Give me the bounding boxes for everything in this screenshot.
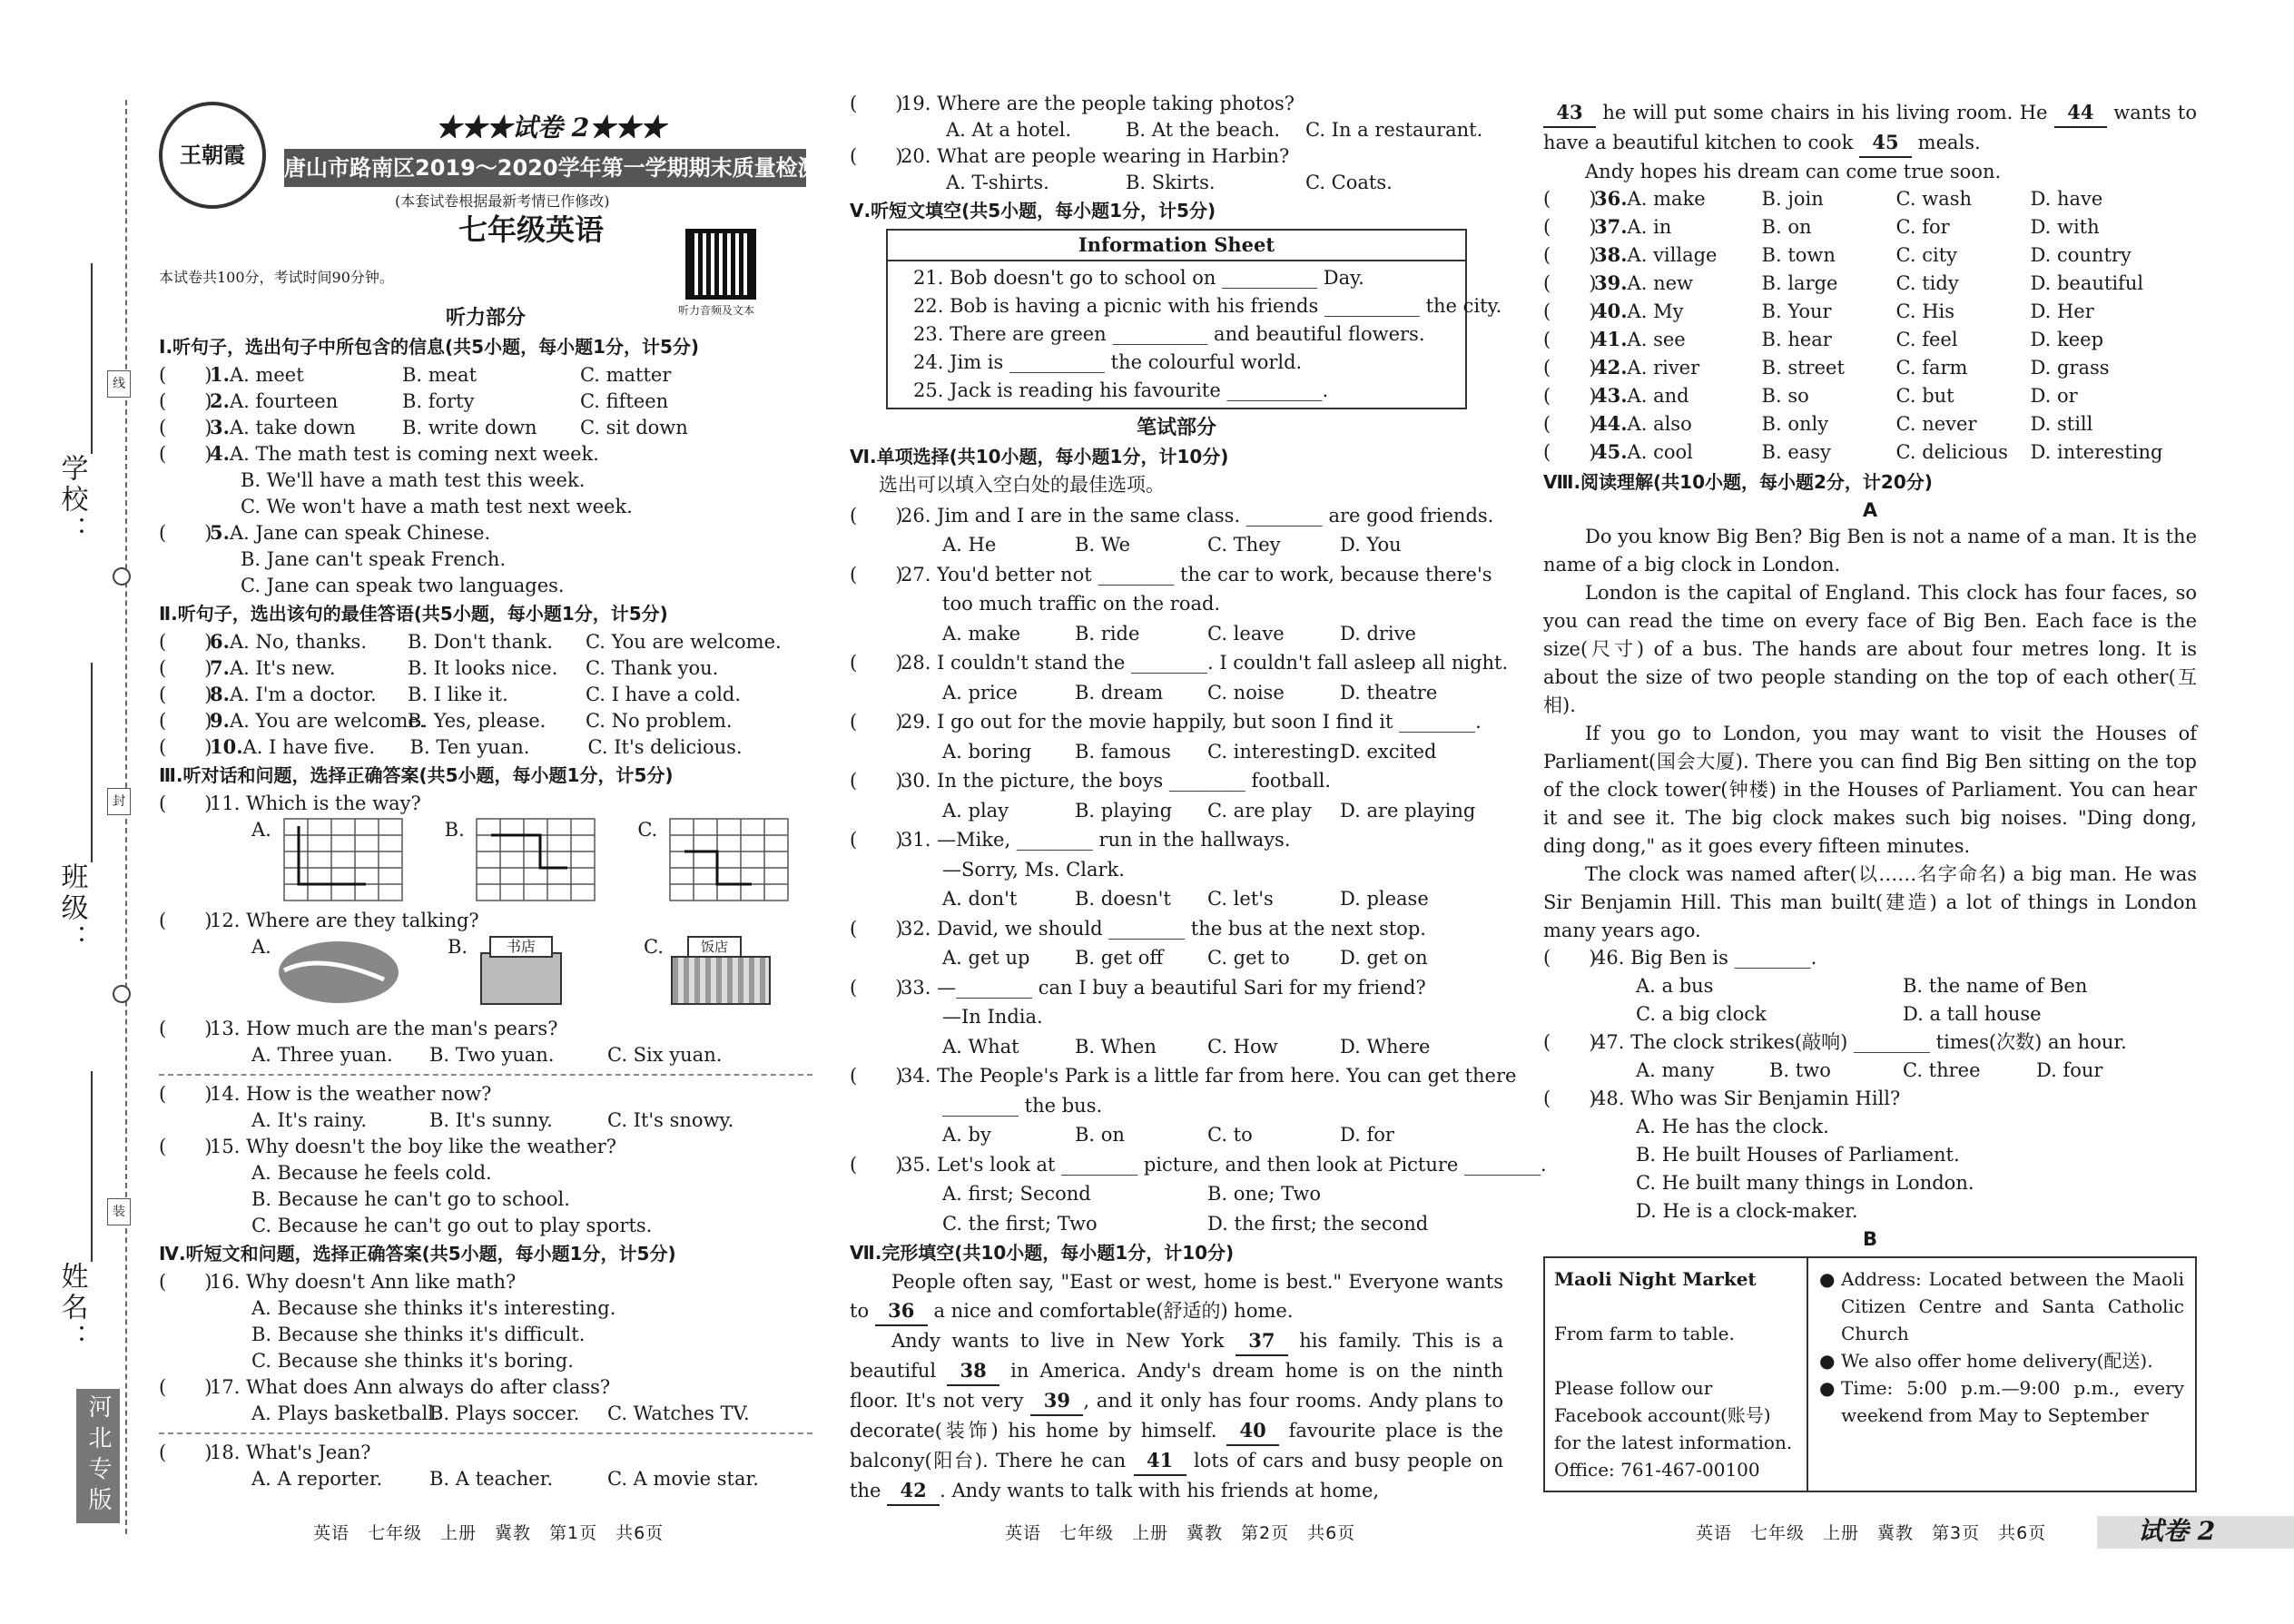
question-row: ( ) 2. A. fourteen B. forty C. fifteen [159, 389, 669, 412]
seal-mark-seal: 封 [107, 788, 131, 815]
column-3 [1543, 91, 2197, 1492]
option: B. He built Houses of Parliament. [1636, 1144, 1960, 1166]
option: C. Jane can speak two languages. [241, 574, 565, 596]
question-row: ( ) 14. How is the weather now? [159, 1082, 492, 1105]
section-2-title: Ⅱ.听句子，选出该句的最佳答语(共5小题，每小题1分，计5分) [159, 602, 668, 625]
question-row: ( ) 10. A. I have five. B. Ten yuan. C. It's delicious. [159, 734, 743, 758]
school-label: 学校： [55, 454, 88, 546]
option: B. We'll have a math test this week. [241, 468, 586, 491]
question-row: ( ) 8. A. I'm a doctor. B. I like it. C. I have a cold. [159, 682, 742, 705]
footer-page-1: 英语 七年级 上册 冀教 第1页 共6页 [313, 1523, 665, 1543]
question-row: ( ) 13. How much are the man's pears? [159, 1017, 558, 1039]
market-delivery: We also offer home delivery(配送). [1841, 1349, 2153, 1372]
mcq-block: ( ) 26. Jim and I are in the same class. ________ are good friends. A. He B. We C. They D. You ( ) 27. You'd better not ________ the car to work, because there's too much traffic on the road. A. make B. ride C. leave D. drive ( ) 28. I couldn't stand the ________. I couldn't fall asleep all night. A. price B. dream C. noise D. theatre ( ) 29. I go out for the movie happily, but soon I find it ________. A. boring B. famous C. interesting D. excited ( ) 30. In the picture, the boys ________ football. A. play B. playing C. are play D. are playing ( ) 31. —Mike, ________ run in the hallways. —Sorry, Ms. Clark. A. don't B. doesn't C. let's D. please ( ) 32. David, we should ________ the bus at the next stop. A. get up B. get off C. get to D. get on ( ) 33. —________ can I buy a beautiful Sari for my friend? —In India. A. What B. When C. How D. Where ( ) 34. The People's Park is a little far from here. You can get there ________ the bus. A. by B. on C. to D. for ( ) 35. Let's look at ________ picture, and then look at Picture ________. A. first; Second B. one; Two C. the first; Two D. the first; the second [850, 504, 1547, 1235]
market-office: Office: 761-467-00100 [1554, 1458, 1760, 1481]
sheet-row: 24. Jim is __________ the colourful world. [913, 351, 1303, 373]
option: D. He is a clock-maker. [1636, 1200, 1858, 1223]
binding-gutter [0, 0, 136, 1624]
blank-44[interactable]: 44 [2054, 98, 2107, 128]
cut-line [125, 100, 127, 1534]
section-7-title: Ⅶ.完形填空(共10小题，每小题1分，计10分) [850, 1242, 1235, 1265]
logo: 王朝霞 [159, 102, 266, 209]
market-name: Maoli Night Market [1554, 1267, 1757, 1290]
section-5-title: Ⅴ.听短文填空(共5小题，每小题1分，计5分) [850, 200, 1216, 221]
sheet-row: 23. There are green __________ and beautiful flowers. [913, 323, 1425, 345]
exam-info: 本试卷共100分，考试时间90分钟。 [159, 269, 394, 286]
sheet-title: Information Sheet [888, 231, 1465, 261]
ad-right: ● Address: Located between the Maoli Citizen Centre and Santa Catholic Church ● We also offer home delivery(配送). ● Time: 5:00 p.m.—9:00 p.m., every weekend from May to September [1808, 1258, 2195, 1491]
restaurant-picture [667, 934, 776, 1007]
subject-title: 七年级英语 [458, 212, 605, 247]
options: A. T-shirts. B. Skirts. C. Coats. [946, 172, 1393, 193]
market-slogan: From farm to table. [1554, 1322, 1735, 1344]
seal-mark-line: 线 [107, 370, 131, 398]
map-grid-c [661, 817, 812, 904]
question-row: ( ) 20. What are people wearing in Harbin? [850, 145, 1290, 167]
blank-39[interactable]: 39 [1030, 1386, 1083, 1416]
option: A. He has the clock. [1636, 1116, 1829, 1138]
sheet-row: 22. Bob is having a picnic with his friends __________ the city. [913, 295, 1502, 317]
market-follow: Please follow our Facebook account(账号) for the latest information. [1554, 1376, 1793, 1453]
paper-number: ★★★试卷 2★★★ [436, 113, 666, 143]
restaurant-sign: 饭店 [687, 936, 742, 958]
question-row: ( ) 15. Why doesn't the boy like the weather? [159, 1135, 617, 1157]
question-row: ( ) 4. A. The math test is coming next week. [159, 441, 599, 465]
question-row: ( ) 11. Which is the way? [159, 792, 421, 814]
edition-badge: 河北专版 [76, 1389, 120, 1523]
blank-43[interactable]: 43 [1543, 98, 1596, 128]
cloze-passage: People often say, "East or west, home is best." Everyone wants to 36 a nice and comfortable(舒适的) home. Andy wants to live in New York 37 his family. This is a beautiful 38 in America. Andy's dream home is on the ninth floor. It's not very 39 , and it only has four rooms. Andy plans to decorate(装饰) his home by himself. 40 favourite place is the balcony(阳台). There he can 41 lots of cars and busy people on the 42 . Andy wants to talk with his friends at home, [850, 1268, 1503, 1506]
qr-code[interactable] [685, 229, 756, 300]
market-address: Address: Located between the Maoli Citizen Centre and Santa Catholic Church [1841, 1267, 2184, 1344]
section-8-title: Ⅷ.阅读理解(共10小题，每小题2分，计20分) [1543, 471, 1933, 493]
options: A. A reporter. B. A teacher. C. A movie star. [251, 1467, 759, 1490]
footer-paper-tag: 试卷 2 [2138, 1516, 2216, 1546]
sheet-row: 25. Jack is reading his favourite __________. [913, 379, 1329, 401]
question-row: ( ) 9. A. You are welcome. B. Yes, please. C. No problem. [159, 708, 733, 732]
section-6-hint: 选出可以填入空白处的最佳选项。 [879, 473, 1165, 496]
qr-caption: 听力音频及文本 [678, 304, 755, 317]
blank-42[interactable]: 42 [887, 1476, 940, 1506]
question-row: ( ) 46. Big Ben is ________. [1543, 947, 1817, 969]
blank-45[interactable]: 45 [1859, 128, 1912, 158]
market-time: Time: 5:00 p.m.—9:00 p.m., every weekend from May to September [1841, 1376, 2184, 1426]
footer-page-3: 英语 七年级 上册 冀教 第3页 共6页 [1696, 1523, 2047, 1543]
question-row: ( ) 17. What does Ann always do after class? [159, 1375, 611, 1398]
bookstore-picture [471, 934, 571, 1007]
divider [159, 1432, 812, 1434]
section-1-title: Ⅰ.听句子，选出句子中所包含的信息(共5小题，每小题1分，计5分) [159, 335, 700, 358]
seal-mark-fold: 装 [107, 1198, 131, 1225]
footer-page-2: 英语 七年级 上册 冀教 第2页 共6页 [1005, 1523, 1356, 1543]
options: A. a bus B. the name of Ben [1636, 975, 2088, 998]
question-row: ( ) 7. A. It's new. B. It looks nice. C. Thank you. [159, 655, 719, 679]
question-row: ( ) 12. Where are they talking? [159, 909, 479, 931]
option: B. Because she thinks it's difficult. [251, 1323, 586, 1345]
passage-b-label: B [1862, 1228, 1877, 1251]
school-write-line [91, 263, 93, 454]
binding-hole [113, 567, 131, 586]
question-row: ( ) 6. A. No, thanks. B. Don't thank. C. You are welcome. [159, 629, 782, 653]
class-label: 班级： [55, 862, 88, 955]
blank-38[interactable]: 38 [947, 1356, 999, 1386]
map-grid-a [275, 817, 427, 904]
passage-a: Do you know Big Ben? Big Ben is not a name of a man. It is the name of a big clock in London. London is the capital of England. This clock has four faces, so you can read the time on every face of Big Ben. Each face is the size(尺寸) of a bus. The hands are about four metres long. It is about the size of two people standing on the top of each other(互相). If you go to London, you may want to visit the Houses of Parliament(国会大厦). There you can find Big Ben sitting on the top of the clock tower(钟楼) in the Houses of Parliament. You can hear it and see it. The big clock makes such big noises. "Ding dong, ding dong," as it goes every fifteen minutes. The clock was named after(以……名字命名) a big man. He was Sir Benjamin Hill. This man built(建造) a lot of things in London many years ago. [1543, 526, 2197, 942]
section-6-title: Ⅵ.单项选择(共10小题，每小题1分，计10分) [850, 445, 1229, 468]
section-3-title: Ⅲ.听对话和问题，选择正确答案(共5小题，每小题1分，计5分) [159, 763, 674, 786]
question-row: ( ) 3. A. take down B. write down C. sit down [159, 415, 688, 438]
section-4-title: Ⅳ.听短文和问题，选择正确答案(共5小题，每小题1分，计5分) [159, 1242, 676, 1265]
name-write-line [91, 1071, 93, 1262]
options: A. Three yuan. B. Two yuan. C. Six yuan. [251, 1043, 723, 1066]
blank-41[interactable]: 41 [1134, 1446, 1186, 1476]
option: A. Because he feels cold. [251, 1161, 492, 1184]
blank-37[interactable]: 37 [1236, 1326, 1288, 1356]
passage-a-label: A [1862, 499, 1878, 521]
blank-40[interactable]: 40 [1226, 1416, 1279, 1446]
option: C. Because she thinks it's boring. [251, 1349, 574, 1372]
name-label: 姓名： [55, 1262, 88, 1354]
question-row: ( ) 18. What's Jean? [159, 1441, 371, 1463]
option: A. Because she thinks it's interesting. [251, 1296, 616, 1319]
cloze-passage-cont: 43 he will put some chairs in his living room. He 44 wants to have a beautiful kitchen to cook 45 meals. Andy hopes his dream can come true soon. [1543, 98, 2197, 186]
options: A. Plays basketball. B. Plays soccer. C. Watches TV. [251, 1402, 750, 1424]
option: C. He built many things in London. [1636, 1172, 1974, 1195]
binding-hole [113, 985, 131, 1003]
question-row: ( ) 16. Why doesn't Ann like math? [159, 1270, 517, 1293]
options: A. It's rainy. B. It's sunny. C. It's snowy. [251, 1108, 734, 1131]
bookstore-sign: 书店 [489, 936, 553, 958]
question-row: ( ) 1. A. meet B. meat C. matter [159, 362, 672, 386]
listening-title: 听力部分 [445, 307, 526, 330]
cloze-options: ( ) 36. A. make B. join C. wash D. have ( ) 37. A. in B. on C. for D. with ( ) 38. A. village B. town C. city D. country ( ) 39. A. new B. large C. tidy D. beautiful ( ) 40. A. My B. Your C. His D. Her ( ) 41. A. see B. hear C. feel D. keep ( ) 42. A. river B. street C. farm D. grass ( ) 43. A. and B. so C. but D. or ( ) 44. A. also B. only C. never D. still ( ) 45. A. cool B. easy C. delicious D. interesting [1543, 187, 2163, 463]
map-grid-b [468, 817, 619, 904]
column-2 [850, 91, 1547, 1506]
map-options: A. B. C. [159, 817, 812, 908]
information-sheet [886, 229, 1502, 409]
question-row: ( ) 5. A. Jane can speak Chinese. [159, 520, 491, 544]
options: C. a big clock D. a tall house [1636, 1003, 2042, 1026]
options: A. many B. two C. three D. four [1636, 1059, 2103, 1082]
column-1 [159, 102, 820, 1492]
exam-title: 唐山市路南区2019～2020学年第一学期期末质量检测 [284, 149, 806, 187]
class-write-line [91, 663, 93, 862]
question-row: ( ) 48. Who was Sir Benjamin Hill? [1543, 1088, 1901, 1110]
place-options: A. B. 书店 C. 饭店 [159, 934, 812, 1016]
written-title: 笔试部分 [1136, 417, 1216, 439]
sheet-rows [888, 261, 1502, 408]
sheet-row: 21. Bob doesn't go to school on __________ Day. [913, 267, 1364, 289]
question-row: ( ) 47. The clock strikes(敲响) ________ times(次数) an hour. [1543, 1031, 2127, 1054]
option: B. Because he can't go to school. [251, 1187, 570, 1210]
ad-left [1545, 1258, 1808, 1491]
exam-note: (本套试卷根据最新考情已作修改) [395, 192, 610, 210]
night-market-ad [1543, 1256, 2197, 1492]
options: A. At a hotel. B. At the beach. C. In a restaurant. [946, 119, 1483, 141]
question-row: ( ) 19. Where are the people taking photos? [850, 93, 1295, 114]
divider [159, 1074, 812, 1076]
option: B. Jane can't speak French. [241, 547, 507, 570]
option: C. We won't have a math test next week. [241, 495, 633, 517]
header [159, 102, 820, 317]
beach-picture [275, 934, 402, 1007]
blank-36[interactable]: 36 [875, 1296, 928, 1326]
option: C. Because he can't go out to play sports. [251, 1214, 653, 1236]
